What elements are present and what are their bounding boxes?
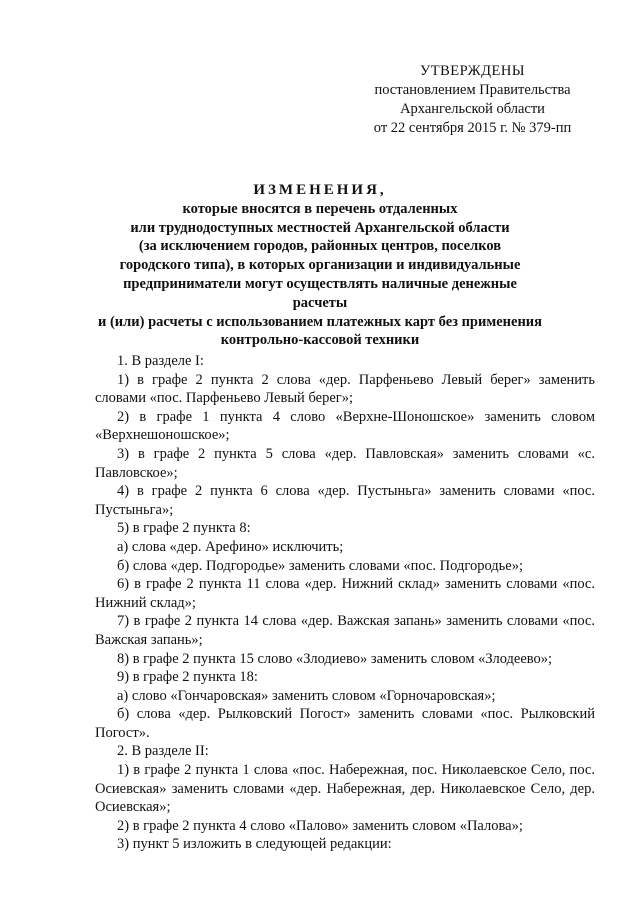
approval-line: Архангельской области (400, 101, 545, 117)
amendment-item: 2) в графе 1 пункта 4 слово «Верхне-Шоношское» заменить словом «Верхнешоношское»; (95, 408, 595, 444)
approval-line: от 22 сентября 2015 г. № 379-пп (373, 120, 572, 136)
amendment-subitem: а) слово «Гончаровская» заменить словом «Горночаровская»; (117, 687, 496, 704)
amendment-item: 8) в графе 2 пункта 15 слово «Злодиево» заменить словом «Злодеево»; (117, 650, 553, 667)
approval-title: УТВЕРЖДЕНЫ (419, 63, 526, 79)
heading-line: (за исключением городов, районных центров, поселков (138, 238, 502, 255)
amendment-subitem: б) слова «дер. Рылковский Погост» заменить словами «пос. Рылковский Погост». (95, 706, 595, 741)
document-heading (95, 181, 545, 350)
amendment-item: 7) в графе 2 пункта 14 слова «дер. Важская запань» заменить словами «пос. Важская запань»; (95, 613, 595, 648)
approval-stamp (350, 62, 595, 138)
amendment-item: 4) в графе 2 пункта 6 слова «дер. Пустыньга» заменить словами «пос. Пустыньга»; (95, 483, 595, 518)
document-body (95, 352, 595, 854)
amendment-item: 1) в графе 2 пункта 2 слова «дер. Парфеньево Левый берег» заменить словами «пос. Парфеньево Левый берег»; (95, 371, 595, 407)
amendment-item: 1) в графе 2 пункта 1 слова «пос. Набережная, пос. Николаевское Село, пос. Осиевская» заменить словами «дер. Набережная, дер. Николаевское Село, дер. Осиевская»; (95, 762, 595, 816)
heading-line: контрольно-кассовой техники (220, 332, 420, 349)
amendment-item: 9) в графе 2 пункта 18: (117, 669, 258, 686)
amendment-item: 2) в графе 2 пункта 4 слово «Палово» заменить словом «Палова»; (117, 817, 523, 834)
amendment-subitem: а) слова «дер. Арефино» исключить; (117, 538, 344, 555)
amendment-item: 5) в графе 2 пункта 8: (117, 520, 251, 537)
heading-title: ИЗМЕНЕНИЯ, (253, 182, 387, 198)
amendment-item: 3) пункт 5 изложить в следующей редакции: (117, 836, 392, 853)
amendment-item: 6) в графе 2 пункта 11 слова «дер. Нижний склад» заменить словами «пос. Нижний склад»; (95, 576, 595, 611)
heading-line: и (или) расчеты с использованием платежных карт без применения (97, 313, 543, 330)
amendment-subitem: б) слова «дер. Подгородье» заменить словами «пос. Подгородье»; (117, 557, 523, 574)
section-heading: 2. В разделе II: (117, 743, 209, 760)
heading-line: городского типа), в которых организации и индивидуальные (119, 257, 521, 274)
heading-line: предприниматели могут осуществлять наличные денежные расчеты (123, 275, 517, 311)
approval-line: постановлением Правительства (374, 82, 571, 98)
section-heading: 1. В разделе I: (117, 353, 204, 369)
amendment-item: 3) в графе 2 пункта 5 слова «дер. Павловская» заменить словами «с. Павловское»; (95, 445, 595, 481)
heading-line: или труднодоступных местностей Архангельской области (130, 219, 510, 236)
heading-line: которые вносятся в перечень отдаленных (182, 200, 458, 217)
